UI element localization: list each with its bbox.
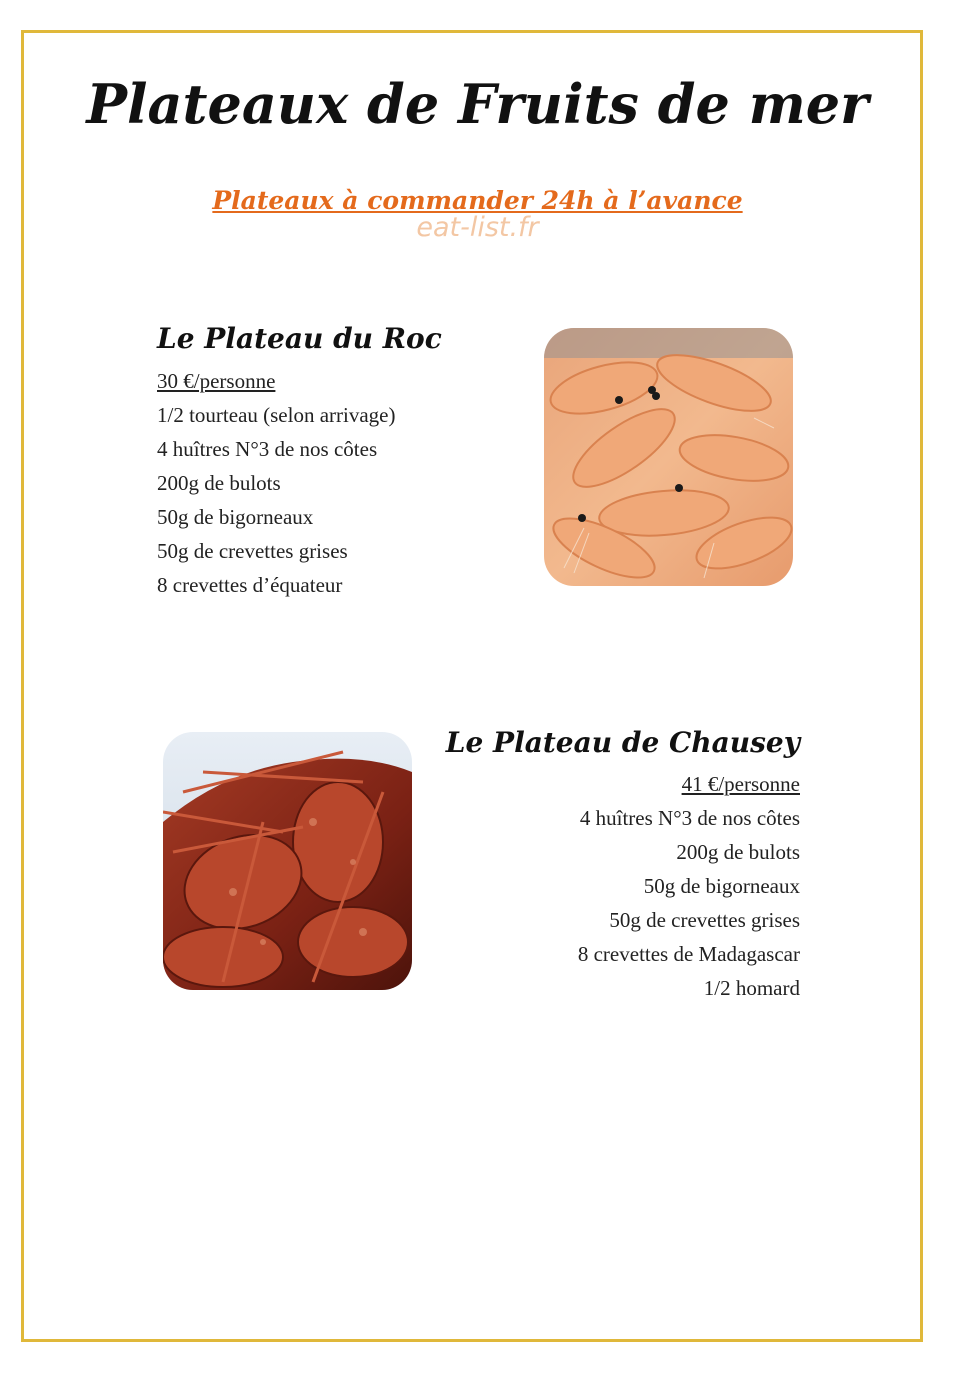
- plate-roc-price: 30 €/personne: [157, 369, 276, 393]
- list-item: 50g de crevettes grises: [157, 539, 348, 563]
- plate-roc-items: [157, 364, 396, 602]
- plate-chausey-items: [578, 767, 800, 1005]
- list-item: 1/2 tourteau (selon arrivage): [157, 403, 396, 427]
- list-item: 50g de crevettes grises: [609, 908, 800, 932]
- list-item: 50g de bigorneaux: [157, 505, 314, 529]
- list-item: 4 huîtres N°3 de nos côtes: [157, 437, 378, 461]
- watermark: eat-list.fr: [416, 212, 539, 243]
- page-title: Plateaux de Fruits de mer: [86, 72, 869, 136]
- shrimp-photo: [544, 328, 793, 586]
- plate-chausey-price: 41 €/personne: [681, 772, 800, 796]
- plate-chausey-title: Le Plateau de Chausey: [445, 726, 800, 759]
- list-item: 200g de bulots: [157, 471, 281, 495]
- list-item: 50g de bigorneaux: [643, 874, 800, 898]
- list-item: 4 huîtres N°3 de nos côtes: [579, 806, 800, 830]
- list-item: 1/2 homard: [703, 976, 800, 1000]
- list-item: 8 crevettes d’équateur: [157, 573, 343, 597]
- order-notice: Plateaux à commander 24h à l’avance: [212, 186, 743, 215]
- list-item: 8 crevettes de Madagascar: [577, 942, 800, 966]
- lobster-photo: [163, 732, 412, 990]
- plate-roc-title: Le Plateau du Roc: [157, 322, 442, 355]
- list-item: 200g de bulots: [676, 840, 800, 864]
